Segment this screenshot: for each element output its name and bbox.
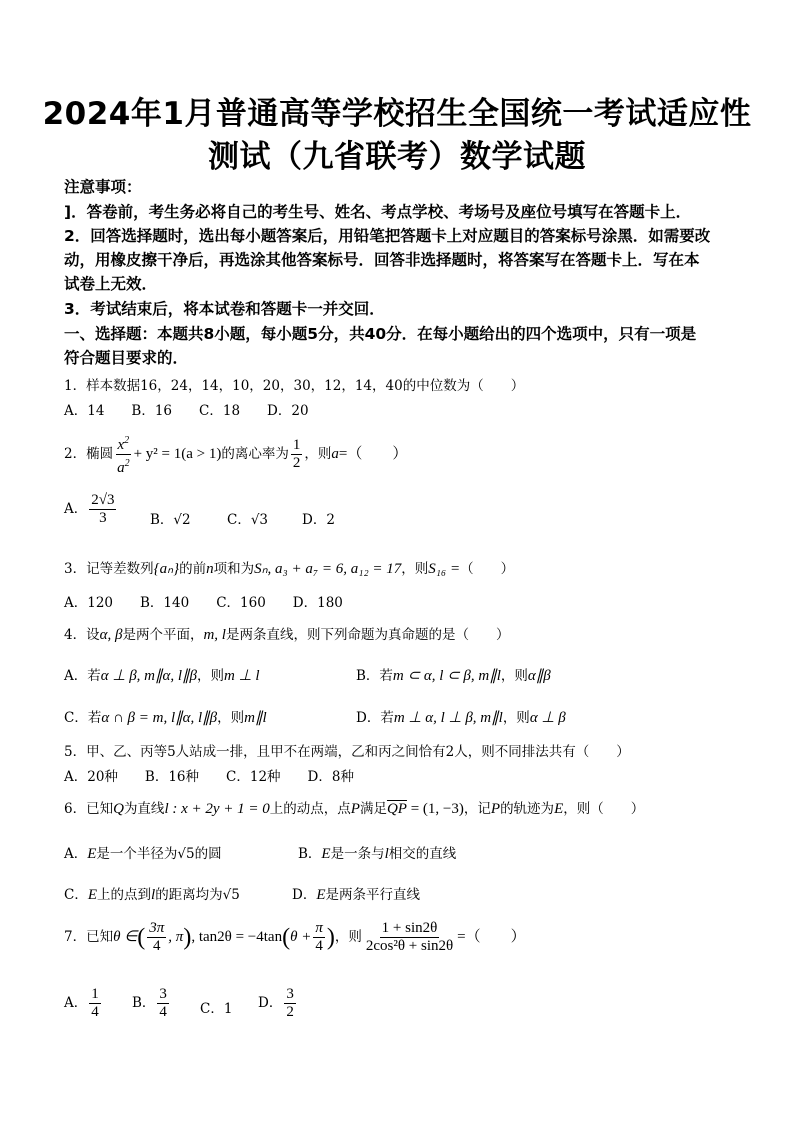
question-7-option-b: B． $\frac{3}{4}$ <box>132 986 167 1020</box>
question-6-option-d: D．E是两条平行直线 <box>292 887 420 903</box>
question-4-option-c: C．若α ∩ β = m, l∥α, l∥β，则m∥l <box>64 710 267 726</box>
notice-item-2-line1: 2．回答选择题时，选出每小题答案后，用铅笔把答题卡上对应题目的答案标号涂黑．如需要改 <box>64 227 711 245</box>
notice-item-1: ]．答卷前，考生务必将自己的考生号、姓名、考点学校、考场号及座位号填写在答题卡上． <box>64 203 692 221</box>
question-2-option-c: C．√3 <box>227 512 269 528</box>
question-2-option-b: B．√2 <box>150 512 191 528</box>
question-2-option-d: D．2 <box>302 512 335 528</box>
notice-heading: 注意事项： <box>64 178 142 196</box>
question-5-stem: 5．甲、乙、丙等5人站成一排，且甲不在两端，乙和丙之间恰有2人，则不同排法共有（ ） <box>64 744 630 760</box>
exam-title-line2: 测试（九省联考）数学试题 <box>208 139 586 175</box>
question-7-option-d: D． $\frac{3}{2}$ <box>258 986 294 1020</box>
section-heading-line1: 一、选择题：本题共8小题，每小题5分，共40分．在每小题给出的四个选项中，只有一项是 <box>64 325 697 343</box>
question-6-option-a: A．E是一个半径为√5的圆 <box>64 846 222 862</box>
question-4-option-a: A．若α ⊥ β, m∥α, l∥β，则m ⊥ l <box>64 668 260 684</box>
question-6-option-b: B．E是一条与l相交的直线 <box>298 846 457 862</box>
question-5-options: A．20种 B．16种 C．12种 D．8种 <box>64 769 354 785</box>
question-2-options: A． $\frac{2√3}{3}$ <box>64 492 115 526</box>
question-4-option-b: B．若m ⊂ α, l ⊂ β, m∥l，则α∥β <box>356 668 551 684</box>
question-4-stem: 4．设α, β是两个平面，m, l是两条直线，则下列命题为真命题的是（ ） <box>64 627 510 643</box>
question-3-options: A．120 B．140 C．160 D．180 <box>64 595 343 611</box>
notice-item-2-line3: 试卷上无效． <box>64 275 158 293</box>
question-7-option-c: C．1 <box>200 1001 233 1017</box>
question-1-options: A．14 B．16 C．18 D．20 <box>64 403 309 419</box>
question-2-stem: 2．椭圆 $\frac{x^2}{a^2}$ + y² = 1(a > 1)的离心率为 $\frac{1}{2}$ ，则a=（ ） <box>64 432 407 477</box>
question-4-option-d: D．若m ⊥ α, l ⊥ β, m∥l，则α ⊥ β <box>356 710 566 726</box>
question-7-stem: 7．已知θ ∈( $\frac{3\pi}{4}$ , π), tan2θ = −4tan(θ + $\frac{\pi}{4}$ )，则 $\frac{1 + \sin 2\theta}{\text{2cos²θ + sin2θ}}$ =（ ） <box>64 920 526 954</box>
question-7-option-a: A． $\frac{1}{4}$ <box>64 986 99 1020</box>
question-6-option-c: C．E上的点到l的距离均为√5 <box>64 887 240 903</box>
question-1-stem: 1．样本数据16，24，14，10，20，30，12，14，40的中位数为（ ） <box>64 378 525 394</box>
section-heading-line2: 符合题目要求的． <box>64 349 189 367</box>
notice-item-2-line2: 动，用橡皮擦干净后，再选涂其他答案标号．回答非选择题时，将答案写在答题卡上．写在本 <box>64 251 700 269</box>
question-6-stem: 6．已知Q为直线l : x + 2y + 1 = 0上的动点，点P满足$\overline{QP} = (1$, −3)，记P的轨迹为E，则（ ） <box>64 801 645 817</box>
notice-item-3: 3．考试结束后，将本试卷和答题卡一并交回． <box>64 300 385 318</box>
question-3-stem: 3．记等差数列{aₙ}的前n项和为Sₙ, a₃ + a₇ = 6, a₁₂ = 17，则S₁₆ =（ ） <box>64 561 515 577</box>
exam-title-line1: 2024年1月普通高等学校招生全国统一考试适应性 <box>42 96 752 132</box>
